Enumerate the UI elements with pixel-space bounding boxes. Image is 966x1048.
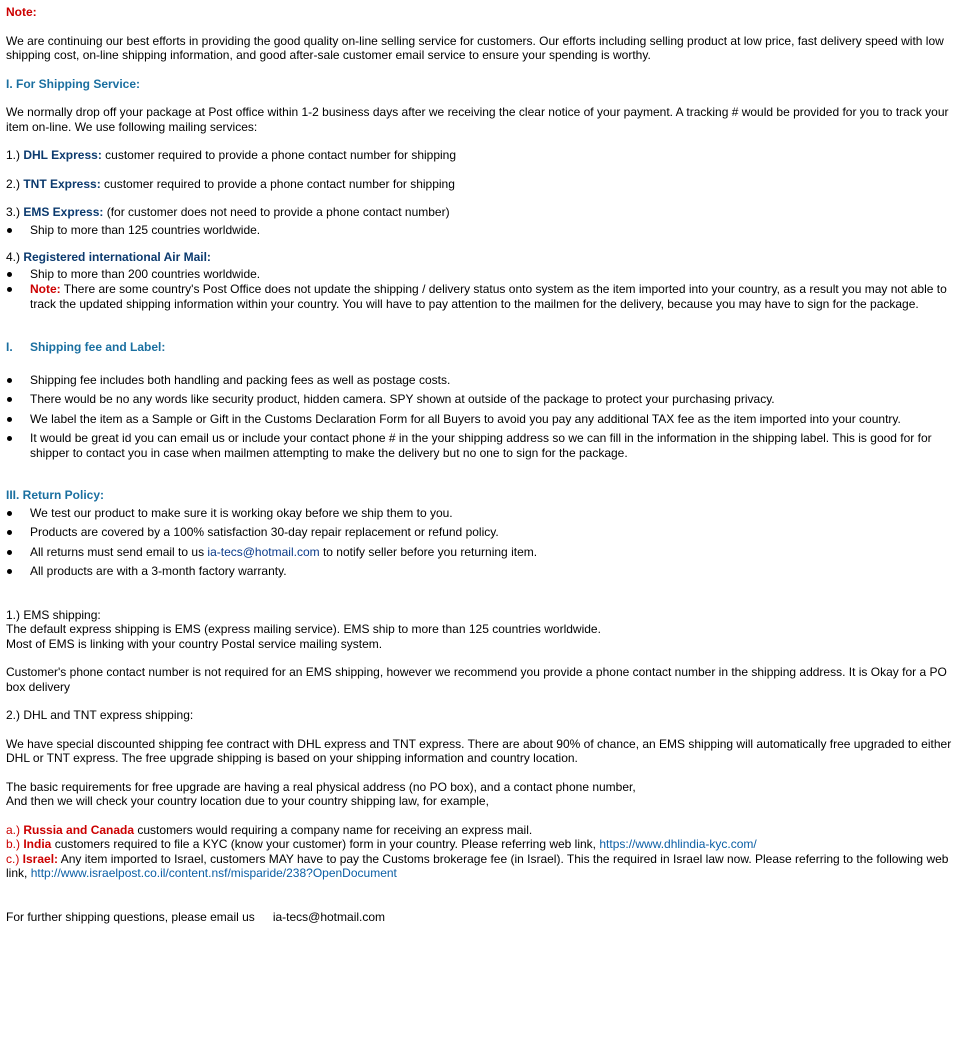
fee-heading-text: Shipping fee and Label: <box>30 340 166 354</box>
tnt-express-name: TNT Express: <box>23 176 101 191</box>
tnt-express-text: customer required to provide a phone contact number for shipping <box>100 176 455 191</box>
dhl-express-text: customer required to provide a phone contact number for shipping <box>101 148 457 162</box>
ems-express-line <box>6 205 960 220</box>
dhl-prefix: 1.) <box>6 148 24 162</box>
ems-shipping-line2: Most of EMS is linking with your country Postal service mailing system. <box>6 636 383 651</box>
list-item: Products are covered by a 100% satisfaction 30-day repair replacement or refund policy. <box>6 525 960 540</box>
dhl-express-line <box>6 148 960 163</box>
example-a-text: customers would requiring a company name for receiving an express mail. <box>134 822 533 837</box>
footer-line <box>6 910 960 925</box>
ems-express-text: (for customer does not need to provide a phone contact number) <box>103 205 450 219</box>
ems-bullets <box>6 223 960 238</box>
fee-heading-number: I. <box>6 340 13 354</box>
airmail-note-text: There are some country's Post Office does not update the shipping / delivery status onto system as the item imported into your country, as a result you may not able to track the updated shipping information within your country. You will have to pay attention to the mailmen for the delivery, because you may have to sign for the package. <box>30 282 947 311</box>
ems-shipping-title: 1.) EMS shipping: <box>6 607 101 622</box>
airmail-line <box>6 250 960 265</box>
example-c-text: Any item imported to Israel, customers MAY have to pay the Customs brokerage fee (in Israel). This the required in Israel law now. Please referring to the following web link, <box>6 851 949 880</box>
tnt-prefix: 2.) <box>6 176 24 191</box>
ems-shipping-line1: The default express shipping is EMS (express mailing service). EMS ship to more than 125 countries worldwide. <box>6 622 601 636</box>
list-item: It would be great id you can email us or include your contact phone # in the your shipping address so we can fill in the information in the shipping label. This is good for for shipper to contact you in case when mailmen attempting to make the delivery but no one to sign for the package. <box>6 431 960 460</box>
list-item: Ship to more than 200 countries worldwide. <box>6 267 960 282</box>
list-item <box>6 282 960 311</box>
example-a-label: a.) <box>6 822 24 837</box>
note-body: We are continuing our best efforts in providing the good quality on-line selling service for customers. Our efforts including selling product at low price, fast delivery speed with low shipping cost, on-line shipping information, and good after-sale customer email service to ensure your spending is worthy. <box>6 33 944 62</box>
return-email-pre: All returns must send email to us <box>30 544 208 559</box>
list-item: We label the item as a Sample or Gift in the Customs Declaration Form for all Buyers to avoid you pay any additional TAX fee as the item imported into your country. <box>6 412 960 427</box>
list-item: We test our product to make sure it is working okay before we ship them to you. <box>6 506 960 521</box>
example-c-label: c.) <box>6 851 23 866</box>
list-item: All products are with a 3-month factory warranty. <box>6 564 960 579</box>
return-policy-heading: III. Return Policy: <box>6 488 105 502</box>
ems-express-name: EMS Express: <box>23 205 104 219</box>
example-b-country: India <box>23 837 52 851</box>
note-title: Note: <box>6 5 37 19</box>
list-item: There would be no any words like security product, hidden camera. SPY shown at outside of the package to protect your purchasing privacy. <box>6 392 960 407</box>
shipping-service-heading: I. For Shipping Service: <box>6 76 141 91</box>
example-israel <box>6 852 960 881</box>
example-a-country: Russia and Canada <box>23 822 135 837</box>
example-b-label: b.) <box>6 837 24 851</box>
ems-prefix: 3.) <box>6 205 24 219</box>
dhl-tnt-para2-line2: And then we will check your country location due to your country shipping law, for example, <box>6 794 489 808</box>
ems-shipping-para: Customer's phone contact number is not required for an EMS shipping, however we recommend you provide a phone contact number in the shipping address. It is Okay for a PO box delivery <box>6 665 947 694</box>
return-email-post: to notify seller before you returning item. <box>319 544 538 559</box>
fee-list <box>6 373 960 461</box>
airmail-name: Registered international Air Mail: <box>23 250 211 264</box>
airmail-bullets <box>6 267 960 312</box>
dhl-express-name: DHL Express: <box>23 148 102 162</box>
dhl-tnt-title: 2.) DHL and TNT express shipping: <box>6 708 194 722</box>
return-email-link[interactable]: ia-tecs@hotmail.com <box>207 544 320 559</box>
dhl-tnt-para1: We have special discounted shipping fee contract with DHL express and TNT express. There are about 90% of chance, an EMS shipping will automatically free upgraded to either DHL or TNT express. The free upgrade shipping is based on your shipping information and country location. <box>6 736 952 765</box>
airmail-prefix: 4.) <box>6 250 24 264</box>
tnt-express-line <box>6 177 960 192</box>
airmail-note-label: Note: <box>30 282 61 296</box>
list-item: Ship to more than 125 countries worldwide. <box>6 223 960 238</box>
example-russia-canada <box>6 823 960 838</box>
footer-text: For further shipping questions, please email us <box>6 909 255 924</box>
shipping-service-intro: We normally drop off your package at Post office within 1-2 business days after we receiving the clear notice of your payment. A tracking # would be provided for you to track your item on-line. We use following mailing services: <box>6 105 949 134</box>
list-item <box>6 545 960 560</box>
example-b-text: customers required to file a KYC (know your customer) form in your country. Please referring web link, <box>51 837 600 851</box>
dhlindia-kyc-link[interactable]: https://www.dhlindia-kyc.com/ <box>599 837 757 851</box>
israelpost-link[interactable]: http://www.israelpost.co.il/content.nsf/misparide/238?OpenDocument <box>30 866 397 880</box>
example-india <box>6 837 960 852</box>
list-item: Shipping fee includes both handling and packing fees as well as postage costs. <box>6 373 960 388</box>
footer-email[interactable]: ia-tecs@hotmail.com <box>272 909 386 924</box>
fee-heading <box>6 340 960 355</box>
return-policy-list <box>6 506 960 579</box>
dhl-tnt-para2-line1: The basic requirements for free upgrade are having a real physical address (no PO box), and a contact phone number, <box>6 779 636 794</box>
example-c-country: Israel: <box>22 851 59 866</box>
